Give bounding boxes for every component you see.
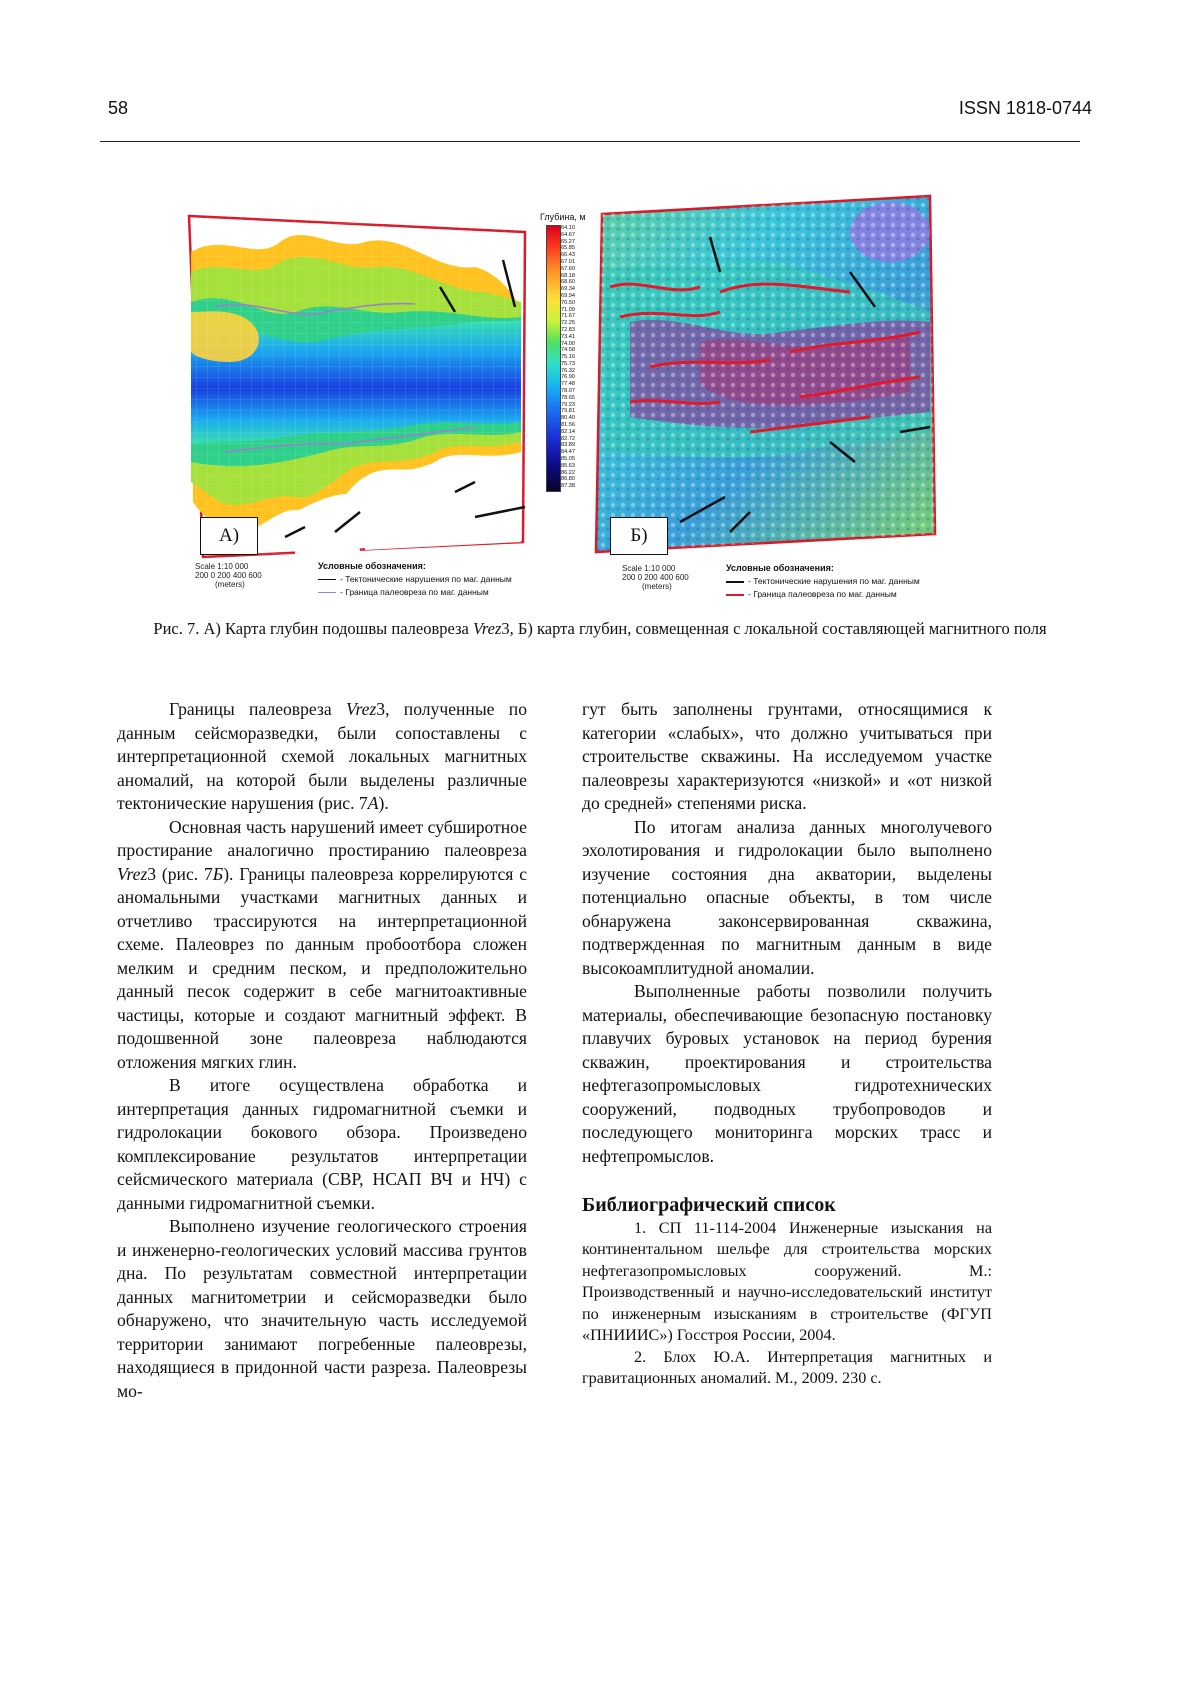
figure-7 — [170, 212, 1100, 662]
colorbar-tick: 67.60 — [561, 265, 575, 272]
colorbar-tick: 83.89 — [561, 442, 575, 449]
legend-b-swatch-2 — [726, 594, 744, 596]
colorbar-tick: 65.85 — [561, 245, 575, 252]
colorbar-tick: 66.43 — [561, 252, 575, 259]
paragraph: Выполнено изучение геологического строения и инженерно-геологических условий массива грунтов дна. По результатам совместной интерпретации данных магнитометрии и сейсморазведки было обнаружено, что значительную часть исследуемой территории занимают погребенные палеоврезы, находящиеся в придонной части разреза. Палеоврезы мо- — [117, 1216, 527, 1401]
colorbar-tick: 70.50 — [561, 299, 575, 306]
colorbar-tick: 64.10 — [561, 225, 575, 231]
header-rule — [100, 141, 1080, 142]
colorbar-tick: 69.34 — [561, 286, 575, 293]
right-column — [582, 698, 992, 1390]
colorbar-tick: 87.38 — [561, 483, 575, 490]
paragraph: По итогам анализа данных многолучевого эхолотирования и гидролокации было выполнено изучение состояния дна акватории, выделены потенциально опасные объекты, в том числе обнаружена законсервированная скважина, подтвержденная по магнитным данным в виде высокоамплитудной аномалии. — [582, 816, 992, 978]
colorbar-tick: 75.16 — [561, 354, 575, 361]
paragraph: Основная часть нарушений имеет субширотное простирание аналогично простиранию палеовреза Vrez3 (рис. 7Б). Границы палеовреза коррелируются с аномальными участками магнитных данных и отчетливо трассируются на интерпретационной схеме. Палеоврез по данным пробоотбора сложен мелким и средним песком, и предположительно данный песок содержит в себе магнитоактивные частицы, которые и создают магнитный эффект. В подошвенной зоне палеовреза наблюдаются отложения мягких глин. — [117, 816, 527, 1072]
colorbar-tick: 64.67 — [561, 231, 575, 238]
colorbar-tick: 85.05 — [561, 456, 575, 463]
colorbar-tick: 68.60 — [561, 279, 575, 286]
paragraph: гут быть заполнены грунтами, относящимися к категории «слабых», что должно учитываться при строительстве скважины. На исследуемом участке палеоврезы характеризуются «низкой» и «от низкой до средней» степенями риска. — [582, 699, 992, 813]
colorbar-tick: 74.58 — [561, 347, 575, 354]
depth-map-a — [185, 212, 530, 562]
journal-issn: ISSN 1818-0744 — [958, 98, 1092, 118]
scale-bar-b: Scale 1:10 000 200 0 200 400 600 (meters) — [622, 564, 689, 591]
colorbar-tick: 81.56 — [561, 422, 575, 429]
colorbar-tick: 85.63 — [561, 462, 575, 469]
combined-map-b — [590, 192, 940, 562]
legend-a-swatch-1 — [318, 579, 336, 580]
colorbar-tick: 69.94 — [561, 292, 575, 299]
scale-bar-a: Scale 1:10 000 200 0 200 400 600 (meters) — [195, 562, 262, 589]
paragraph: В итоге осуществлена обработка и интерпретация данных гидромагнитной съемки и гидролокации бокового обзора. Произведено комплексирование результатов интерпретации сейсмического материала (СВР, НСАП ВЧ и НЧ) с данными гидромагнитной съемки. — [117, 1075, 527, 1213]
left-column — [117, 698, 527, 1403]
legend-a-swatch-2 — [318, 592, 336, 593]
colorbar-tick: 82.14 — [561, 428, 575, 435]
legend-b-swatch-1 — [726, 581, 744, 583]
colorbar-tick: 80.40 — [561, 415, 575, 422]
colorbar-tick: 79.23 — [561, 401, 575, 408]
reference-item: 1. СП 11-114-2004 Инженерные изыскания на континентальном шельфе для строительства морских нефтегазопромысловых сооружений. М.: Производственный и научно-исследовательский институт по инженерным изысканиям в строительстве (ФГУП «ПНИИИС») Госстроя России, 2004. — [582, 1218, 992, 1344]
colorbar-tick: 65.27 — [561, 238, 575, 245]
page-number: 58 — [108, 98, 129, 118]
colorbar-tick: 78.65 — [561, 394, 575, 401]
colorbar-title: Глубина, м — [540, 212, 586, 222]
panel-a-label: А) — [200, 517, 258, 555]
colorbar-tick: 77.48 — [561, 381, 575, 388]
reference-item: 2. Блох Ю.А. Интерпретация магнитных и гравитационных аномалий. М., 2009. 230 с. — [582, 1347, 992, 1387]
colorbar-tick: 82.72 — [561, 435, 575, 442]
colorbar-tick: 76.32 — [561, 367, 575, 374]
colorbar-tick: 71.09 — [561, 306, 575, 313]
colorbar-tick: 68.18 — [561, 272, 575, 279]
bibliography-heading: Библиографический список — [582, 1194, 836, 1216]
paragraph: Границы палеовреза Vrez3, полученные по данным сейсморазведки, были сопоставлены с интерпретационной схемой локальных магнитных аномалий, на которой были выделены различные тектонические нарушения (рис. 7А). — [117, 699, 527, 813]
colorbar-tick: 72.25 — [561, 320, 575, 327]
colorbar-tick: 86.22 — [561, 469, 575, 476]
paragraph: Выполненные работы позволили получить материалы, обеспечивающие безопасную постановку плавучих буровых установок на период бурения скважин, проектирования и строительства нефтегазопромысловых гидротехнических сооружений, подводных трубопроводов и последующего мониторинга морских трасс и нефтепромыслов. — [582, 981, 992, 1166]
colorbar-tick: 67.01 — [561, 258, 575, 265]
colorbar-tick: 86.80 — [561, 476, 575, 483]
legend-b: Условные обозначения: - Тектонические нарушения по маг. данным - Граница палеовреза по маг. данным — [726, 563, 920, 599]
figure-caption: Рис. 7. А) Карта глубин подошвы палеовреза Vrez3, Б) карта глубин, совмещенная с локальной составляющей магнитного поля — [153, 619, 1047, 638]
colorbar-tick: 75.73 — [561, 360, 575, 367]
colorbar-tick: 79.81 — [561, 408, 575, 415]
colorbar-tick: 72.83 — [561, 326, 575, 333]
colorbar-tick: 71.67 — [561, 313, 575, 320]
panel-b-label: Б) — [610, 517, 668, 555]
colorbar-tick: 73.41 — [561, 333, 575, 340]
colorbar-tick: 74.00 — [561, 340, 575, 347]
colorbar-tick: 78.07 — [561, 388, 575, 395]
legend-a: Условные обозначения: - Тектонические нарушения по маг. данным - Граница палеовреза по маг. данным — [318, 561, 512, 597]
depth-colorbar — [546, 225, 561, 492]
colorbar-tick: 76.90 — [561, 374, 575, 381]
colorbar-tick: 84.47 — [561, 449, 575, 456]
